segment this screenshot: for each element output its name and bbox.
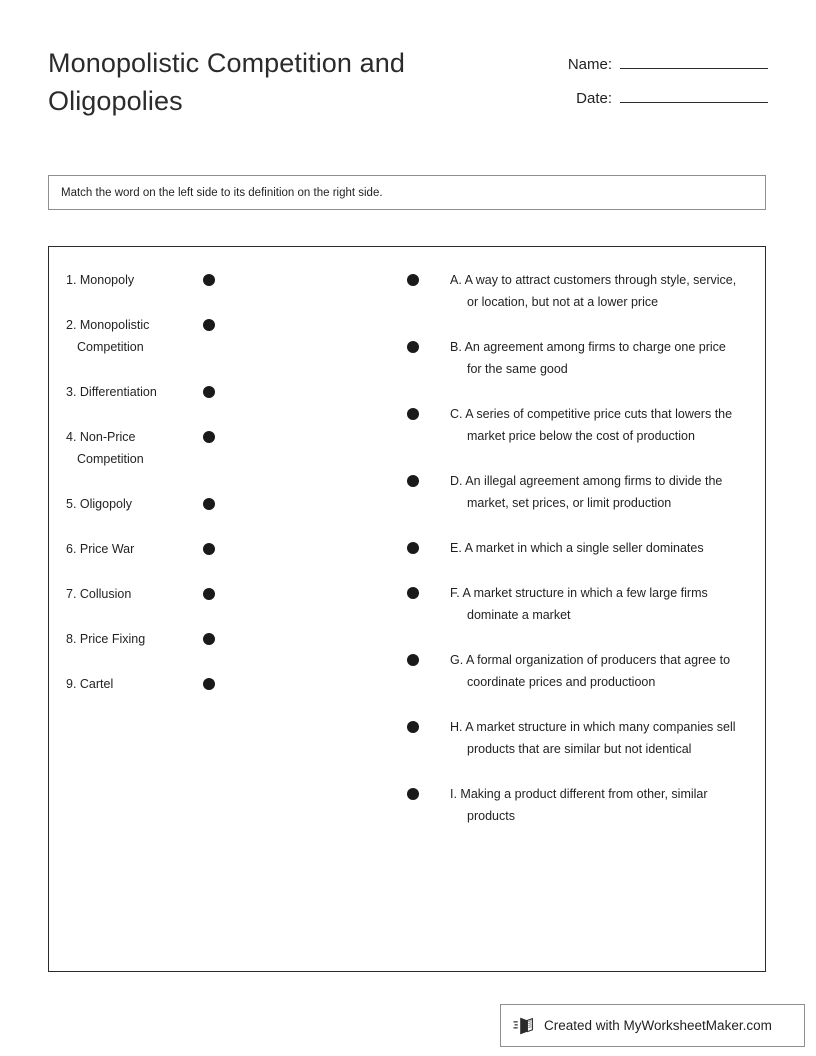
definition-row [407,537,747,559]
definition-row [407,716,747,760]
definition-row [407,649,747,693]
definition-label: B. An agreement among firms to charge one price for the same good [450,340,726,376]
definition-label: C. A series of competitive price cuts that lowers the market price below the cost of production [450,407,733,443]
definition-match-dot[interactable] [407,408,419,420]
definition-row [407,336,747,380]
date-field-row [538,84,768,118]
definition-label: D. An illegal agreement among firms to divide the market, set prices, or limit production [450,474,723,510]
date-input-line[interactable] [620,84,768,103]
term-match-dot[interactable] [203,319,215,331]
definition-match-dot[interactable] [407,654,419,666]
definition-label: A. A way to attract customers through style, service, or location, but not at a lower price [450,273,737,309]
name-label: Name: [567,56,612,73]
term-label: 2. Monopolistic Competition [66,318,150,354]
term-match-dot[interactable] [203,274,215,286]
definition-match-dot[interactable] [407,542,419,554]
term-row [63,381,273,403]
term-match-dot[interactable] [203,633,215,645]
definition-label: I. Making a product different from other, similar products [450,787,708,823]
definition-row [407,269,747,313]
name-input-line[interactable] [620,50,768,69]
instruction-text: Match the word on the left side to its definition on the right side. [61,186,383,199]
term-match-dot[interactable] [203,386,215,398]
term-label: 7. Collusion [66,587,132,601]
term-row [63,583,273,605]
term-row [63,269,273,291]
term-match-dot[interactable] [203,431,215,443]
term-label: 5. Oligopoly [66,497,133,511]
term-label: 3. Differentiation [66,385,157,399]
definition-match-dot[interactable] [407,587,419,599]
definition-row [407,582,747,626]
definition-match-dot[interactable] [407,274,419,286]
term-row [63,426,273,470]
term-match-dot[interactable] [203,678,215,690]
date-label: Date: [576,90,612,107]
terms-column [63,269,273,718]
definition-row [407,403,747,447]
worksheet-page-logo-icon [513,1014,537,1038]
term-match-dot[interactable] [203,543,215,555]
definition-match-dot[interactable] [407,721,419,733]
term-label: 9. Cartel [66,677,114,691]
term-match-dot[interactable] [203,588,215,600]
term-match-dot[interactable] [203,498,215,510]
definition-row [407,783,747,827]
term-row [63,314,273,358]
definition-row [407,470,747,514]
term-label: 8. Price Fixing [66,632,146,646]
definition-label: H. A market structure in which many companies sell products that are similar but not identical [450,720,736,756]
matching-exercise-box [48,246,766,972]
term-row [63,538,273,560]
definition-label: F. A market structure in which a few large firms dominate a market [450,586,708,622]
term-label: 6. Price War [66,542,135,556]
term-row [63,673,273,695]
term-row [63,493,273,515]
term-label: 4. Non-Price Competition [66,430,144,466]
term-label: 1. Monopoly [66,273,135,287]
definition-label: G. A formal organization of producers that agree to coordinate prices and productioon [450,653,731,689]
definition-match-dot[interactable] [407,341,419,353]
definition-label: E. A market in which a single seller dominates [450,541,704,555]
term-row [63,628,273,650]
definition-match-dot[interactable] [407,475,419,487]
created-with-text: Created with MyWorksheetMaker.com [544,1018,772,1033]
student-info-block [538,50,768,118]
instruction-box [48,175,766,210]
definitions-column [407,269,747,850]
worksheet-header [48,44,768,154]
matching-columns [49,247,765,971]
page-title: Monopolistic Competition and Oligopolies [48,48,405,116]
name-field-row [538,50,768,84]
created-with-badge[interactable] [500,1004,805,1047]
definition-match-dot[interactable] [407,788,419,800]
